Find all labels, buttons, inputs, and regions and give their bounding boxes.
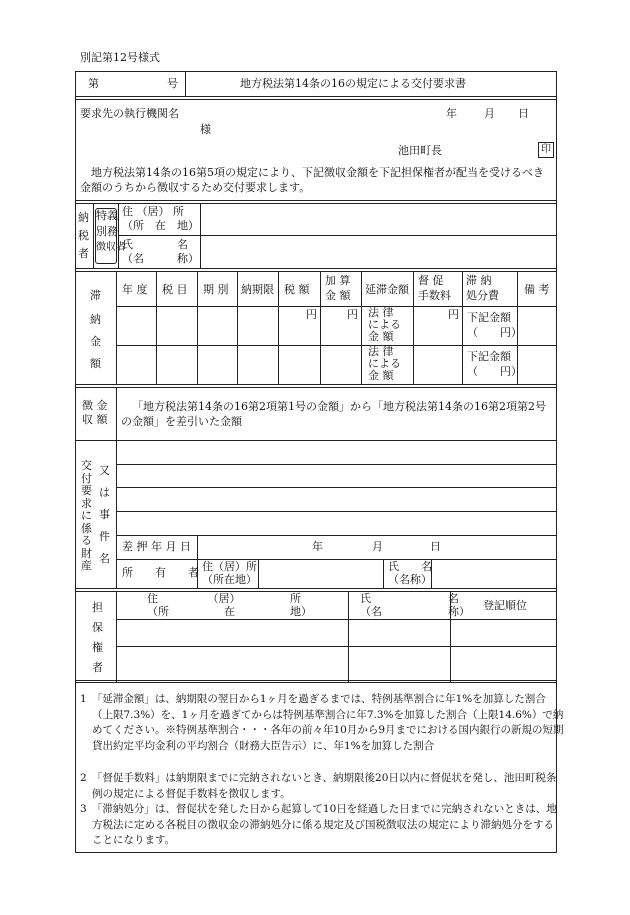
yen-add: 円 [347, 308, 358, 321]
col-add-1: 加 算 [325, 274, 351, 287]
taxpayer-side-3: 者 [78, 247, 89, 260]
disp-text-1-2: （ 円） [467, 326, 522, 339]
taxpayer-name-label: 氏 名 [122, 238, 188, 251]
mayor-label: 池田町長 [398, 144, 442, 157]
col-late: 延滞金額 [365, 283, 409, 296]
note-2: 2 「督促手数料」は納期限までに完納されないとき、納期限後20日以内に督促状を発し、池田町税条例の規定による督促手数料を徴収します。 [80, 772, 557, 800]
late-text-1-2: による [368, 318, 401, 331]
creditor-name-sub: （名 称） [360, 605, 470, 618]
date-month: 月 [484, 107, 495, 120]
owner-name-sub: （名称） [388, 573, 432, 586]
late-text-2-1: 法 律 [368, 345, 394, 358]
registration-rank-label: 登記順位 [483, 599, 527, 612]
creditor-name-label: 氏 名 [360, 592, 459, 605]
taxpayer-side-2: 税 [78, 229, 89, 242]
col-fee-2: 手数料 [418, 289, 451, 302]
property-side: 交 付 要 求 に 係 る 財 産 [81, 459, 92, 572]
taxpayer-name-sub: （名 称） [122, 252, 199, 265]
yen-fee: 円 [448, 308, 459, 321]
notes-frame [75, 683, 557, 853]
arrears-side-3: 金 [90, 335, 101, 348]
creditor-address-label: 住 （居） 所 [147, 592, 301, 605]
arrears-side-2: 納 [90, 313, 101, 326]
late-text-1-3: 金 額 [368, 330, 394, 343]
arrears-side-4: 額 [90, 357, 101, 370]
seal-mark: 印 [538, 142, 554, 158]
col-add-2: 金 額 [325, 289, 351, 302]
agency-label: 要求先の執行機関名 [80, 107, 179, 120]
form-label: 別記第12号様式 [80, 51, 160, 64]
date-year: 年 [446, 107, 457, 120]
arrears-side-1: 滞 [90, 289, 101, 302]
col-tax-item: 税 目 [162, 283, 188, 296]
yen-tax: 円 [306, 308, 317, 321]
collection-text: 「地方税法第14条の16第2項第1号の金額」から「地方税法第14条の16第2項第2号の金額」を差引いた金額 [121, 400, 546, 428]
owner-address-label: 住（居）所 [202, 560, 257, 573]
col-tax-amount: 税 額 [284, 283, 310, 296]
col-deadline: 納期限 [241, 283, 274, 296]
taxpayer-address-label: 住 （居） 所 [122, 205, 184, 218]
creditor-side-2: 保 [92, 621, 103, 634]
date-day: 日 [518, 107, 529, 120]
col-period: 期 別 [203, 283, 229, 296]
col-fee-1: 督 促 [418, 274, 444, 287]
col-disp-2: 処分費 [466, 289, 499, 302]
creditor-side-4: 者 [92, 661, 103, 674]
sama-label: 様 [200, 123, 211, 136]
number-label-left: 第 [88, 77, 99, 90]
seizure-year: 年 [312, 540, 323, 553]
col-year: 年 度 [122, 283, 148, 296]
number-label-right: 号 [167, 77, 178, 90]
seizure-day: 日 [430, 540, 441, 553]
seizure-month: 月 [372, 540, 383, 553]
special-collector-1: 特義 [96, 209, 118, 222]
disp-text-1-1: 下記金額 [467, 311, 511, 324]
late-text-2-2: による [368, 357, 401, 370]
late-text-1-1: 法 律 [368, 306, 394, 319]
property-side-2: 又 は 事 件 名 [99, 464, 110, 565]
col-disp-1: 滞 納 [466, 274, 492, 287]
creditor-side-3: 権 [92, 641, 103, 654]
taxpayer-address-sub: （所 在 地） [122, 219, 199, 232]
special-collector-2: 別務 [96, 225, 118, 238]
note-1: 1 「延滞金額」は、納期限の翌日から1ヶ月を過ぎるまでは、特例基準割合に年1%を加算した割合（上限7.3%）を、1ヶ月を過ぎてからは特例基準割合に年7.3%を加算した割合（上限14.6%）で納めてください。※特例基準割合・・・各年の前々年10月から9月までにおける国内銀行の新規の短期貸出約定平均金利の平均割合（財務大臣告示）に、年1%を加算した割合 [80, 693, 564, 752]
late-text-2-3: 金 額 [368, 369, 394, 382]
note-3: 3 「滞納処分」は、督促状を発した日から起算して10日を経過した日までに完納されないときは、地方税法に定める各税目の徴収金の滞納処分に係る規定及び国税徴収法の規定により滞納処分をすることになります。 [80, 803, 557, 846]
creditor-address-sub: （所 在 地） [147, 605, 312, 618]
disp-text-2-1: 下記金額 [467, 350, 511, 363]
owner-label: 所 有 者 [122, 566, 199, 579]
collection-label-2: 収 額 [82, 413, 108, 426]
taxpayer-side-1: 納 [78, 211, 89, 224]
col-note: 備 考 [524, 283, 550, 296]
owner-name-label: 氏 名 [388, 560, 432, 573]
disp-text-2-2: （ 円） [467, 365, 522, 378]
owner-address-sub: （所在地） [202, 573, 257, 586]
special-collector-3: 徴収者 [96, 242, 126, 253]
seizure-date-label: 差 押 年 月 日 [122, 540, 191, 553]
collection-label-1: 徴 金 [82, 399, 108, 412]
creditor-side-1: 担 [92, 601, 103, 614]
form-title: 地方税法第14条の16の規定による交付要求書 [240, 77, 466, 90]
request-body: 地方税法第14条の16第5項の規定により、下記徴収金額を下記担保権者が配当を受けるべき金額のうちから徴収するため交付要求します。 [80, 166, 544, 194]
